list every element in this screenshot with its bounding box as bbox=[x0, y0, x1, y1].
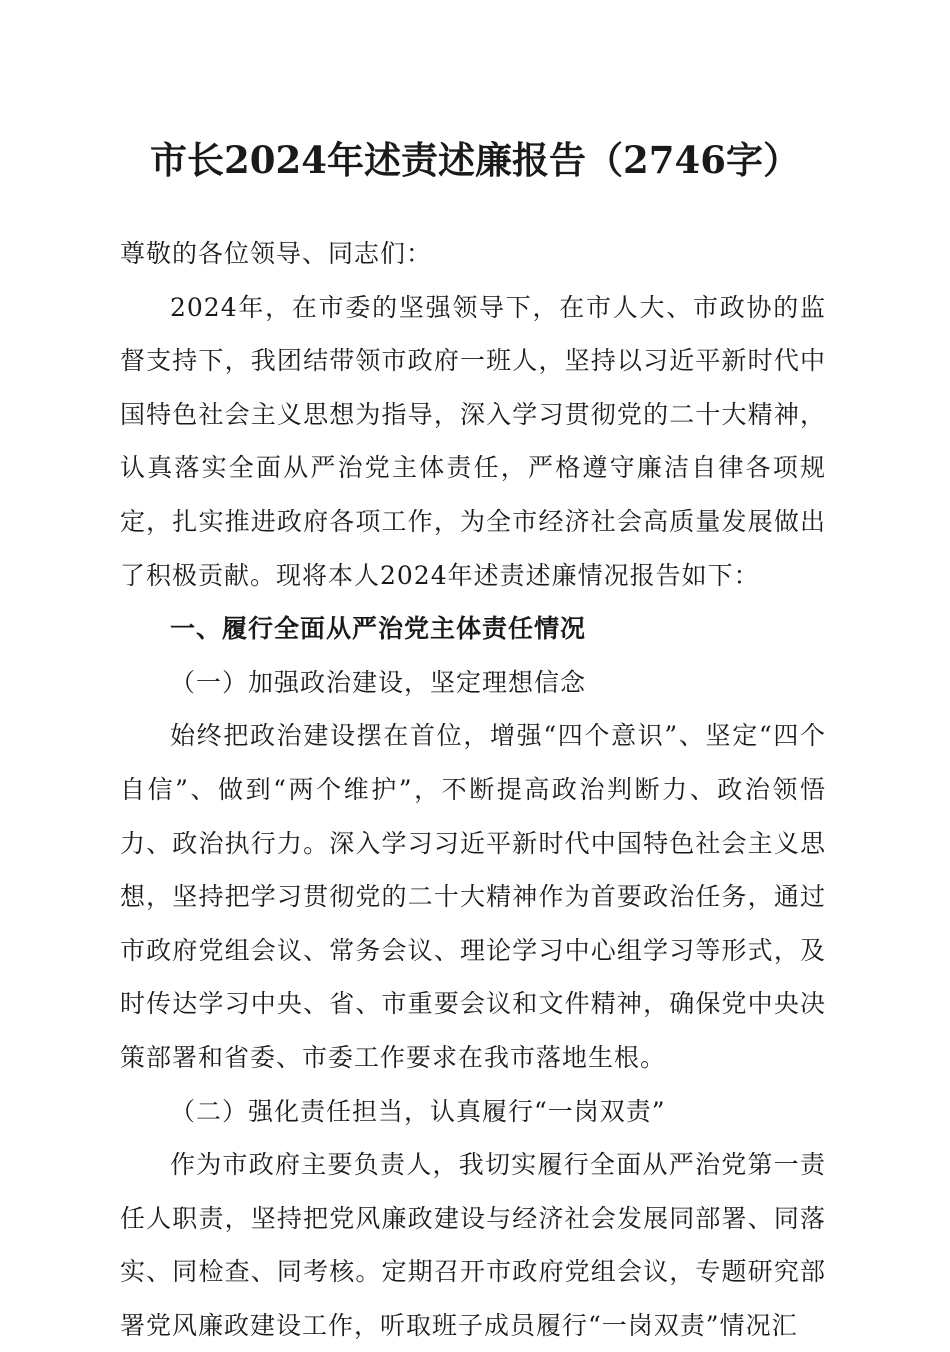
subsection-body-2: 作为市政府主要负责人，我切实履行全面从严治党第一责任人职责，坚持把党风廉政建设与经济社会发展同部署、同落实、同检查、同考核。定期召开市政府党组会议，专题研究部署党风廉政建设工作，听取班子成员履行“一岗双责”情况汇 bbox=[120, 1150, 826, 1340]
document-body bbox=[120, 227, 826, 1352]
salutation: 尊敬的各位领导、同志们： bbox=[120, 239, 433, 268]
subsection-heading-2: （二）强化责任担当，认真履行“一岗双责” bbox=[170, 1096, 666, 1126]
section-heading-1: 一、履行全面从严治党主体责任情况 bbox=[170, 614, 587, 644]
document-title: 市长2024年述责述廉报告（2746字） bbox=[150, 138, 800, 182]
subsection-body-1: 始终把政治建设摆在首位，增强“四个意识”、坚定“四个自信”、做到“两个维护”，不断提高政治判断力、政治领悟力、政治执行力。深入学习习近平新时代中国特色社会主义思想，坚持把学习贯彻党的二十大精神作为首要政治任务，通过市政府党组会议、常务会议、理论学习中心组学习等形式，及时传达学习中央、省、市重要会议和文件精神，确保党中央决策部署和省委、市委工作要求在我市落地生根。 bbox=[120, 721, 826, 1072]
subsection-heading-1: （一）加强政治建设，坚定理想信念 bbox=[170, 667, 587, 697]
intro-paragraph: 2024年，在市委的坚强领导下，在市人大、市政协的监督支持下，我团结带领市政府一班人，坚持以习近平新时代中国特色社会主义思想为指导，深入学习贯彻党的二十大精神，认真落实全面从严治党主体责任，严格遵守廉洁自律各项规定，扎实推进政府各项工作，为全市经济社会高质量发展做出了积极贡献。现将本人2024年述责述廉情况报告如下： bbox=[120, 292, 826, 590]
